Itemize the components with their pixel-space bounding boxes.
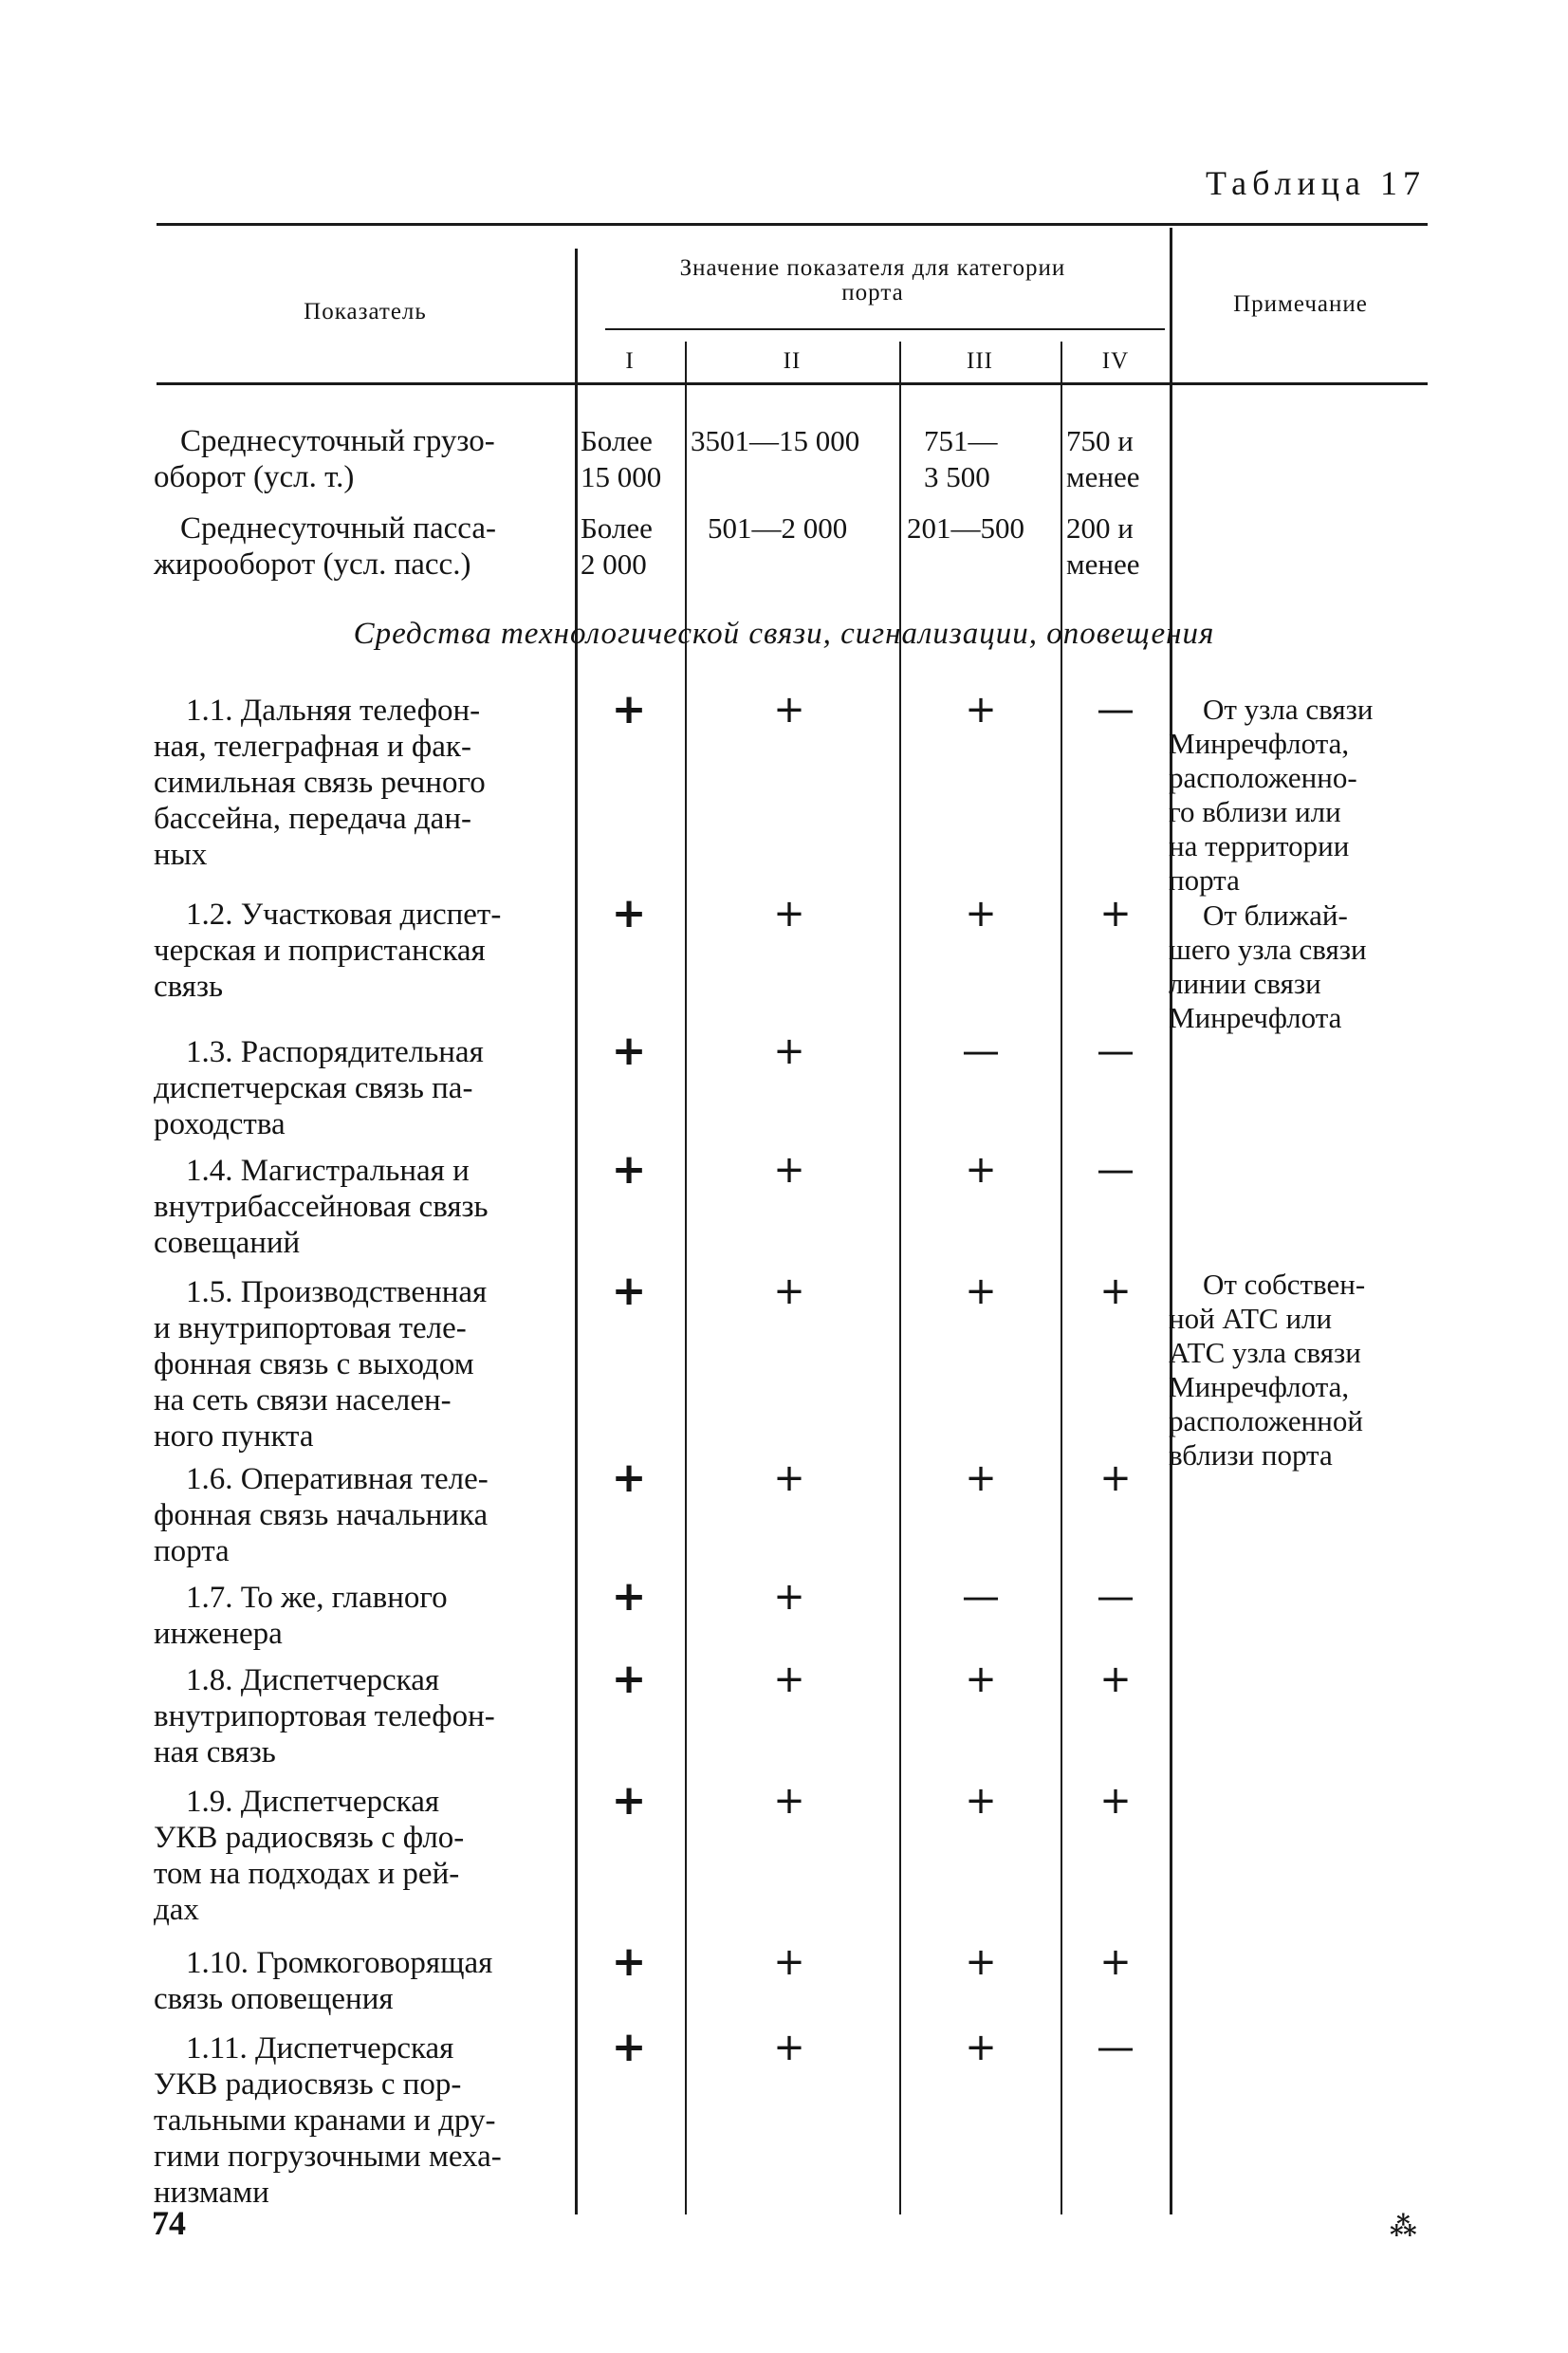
indicator-passenger-line2: жирооборот (усл. пасс.) bbox=[154, 547, 471, 582]
row-text-line: совещаний bbox=[154, 1226, 301, 1260]
column-divider-indicator bbox=[575, 249, 578, 2214]
row-mark: + bbox=[773, 1658, 805, 1701]
header-bottom-rule bbox=[157, 382, 1428, 385]
row-mark: + bbox=[965, 1940, 997, 1984]
row-text-line: 1.6. Оперативная теле- bbox=[186, 1462, 489, 1496]
row-mark: + bbox=[611, 685, 647, 733]
header-note: Примечание bbox=[1233, 291, 1368, 317]
row-text-line: порта bbox=[154, 1534, 230, 1568]
row-mark: + bbox=[611, 1776, 647, 1825]
row-text-line: симильная связь речного bbox=[154, 766, 486, 800]
row-mark: + bbox=[965, 688, 997, 732]
row-text-line: и внутрипортовая теле- bbox=[154, 1311, 467, 1345]
row-mark: + bbox=[773, 1029, 805, 1073]
cargo-cat1-line2: 15 000 bbox=[581, 460, 662, 493]
passenger-cat3: 201—500 bbox=[907, 511, 1024, 545]
row-mark: + bbox=[1099, 892, 1132, 936]
row-mark: + bbox=[611, 1027, 647, 1075]
row-mark: + bbox=[773, 1940, 805, 1984]
cargo-cat3-line1: 751— bbox=[924, 424, 998, 457]
row-text-line: связь оповещения bbox=[154, 1982, 394, 2016]
indicator-cargo-line2: оборот (усл. т.) bbox=[154, 460, 355, 494]
row-text-line: 1.7. То же, главного bbox=[186, 1581, 448, 1615]
row-text-line: 1.1. Дальняя телефон- bbox=[186, 694, 481, 728]
row-mark: — bbox=[1097, 1148, 1134, 1192]
row-text-line: ных bbox=[154, 838, 208, 872]
row-text-line: фонная связь с выходом bbox=[154, 1347, 474, 1381]
row-mark: + bbox=[965, 1269, 997, 1313]
row-mark: + bbox=[773, 892, 805, 936]
row-text-line: низмами bbox=[154, 2176, 269, 2210]
passenger-cat4-line1: 200 и bbox=[1066, 511, 1134, 545]
row-text-line: на сеть связи населен- bbox=[154, 1383, 452, 1417]
row-mark: + bbox=[1099, 1779, 1132, 1823]
row-mark: + bbox=[611, 2023, 647, 2071]
row-text-line: УКВ радиосвязь с пор- bbox=[154, 2067, 462, 2102]
indicator-cargo-line1: Среднесуточный грузо- bbox=[180, 424, 495, 458]
section-title: Средства технологической связи, сигнализации, оповещения bbox=[353, 617, 1215, 651]
row-mark: — bbox=[1097, 2026, 1134, 2069]
row-text-line: связь bbox=[154, 970, 224, 1004]
row-mark: — bbox=[1097, 688, 1134, 732]
row-text-line: внутрибассейновая связь bbox=[154, 1190, 489, 1224]
column-divider-note bbox=[1170, 228, 1172, 2214]
table-caption: Таблица 17 bbox=[1206, 164, 1426, 202]
row-text-line: фонная связь начальника bbox=[154, 1498, 489, 1532]
row-text-line: диспетчерская связь па- bbox=[154, 1071, 473, 1105]
row-mark: + bbox=[611, 1454, 647, 1502]
passenger-cat2: 501—2 000 bbox=[708, 511, 848, 545]
note-1: От узла связи Минречфлота, расположенно- го вблизи или на территории порта bbox=[1169, 693, 1374, 897]
row-text-line: 1.10. Громкоговорящая bbox=[186, 1946, 493, 1980]
row-mark: + bbox=[611, 1655, 647, 1703]
row-text-line: тальными кранами и дру- bbox=[154, 2103, 496, 2138]
category-header-rule bbox=[605, 328, 1165, 330]
row-mark: + bbox=[773, 1456, 805, 1500]
row-text-line: дах bbox=[154, 1893, 199, 1927]
row-mark: + bbox=[965, 1658, 997, 1701]
row-mark: + bbox=[1099, 1658, 1132, 1701]
header-category-2: II bbox=[783, 348, 802, 374]
row-mark: + bbox=[611, 1145, 647, 1194]
cargo-cat3-line2: 3 500 bbox=[924, 460, 990, 493]
print-mark-icon: ⁂ bbox=[1390, 2213, 1417, 2242]
header-value-line2: порта bbox=[841, 280, 904, 306]
row-text-line: том на подходах и рей- bbox=[154, 1857, 460, 1891]
table-top-rule bbox=[157, 223, 1428, 226]
row-mark: + bbox=[1099, 1456, 1132, 1500]
row-mark: + bbox=[611, 1937, 647, 1986]
cargo-cat4-line2: менее bbox=[1066, 460, 1140, 493]
row-mark: + bbox=[611, 1572, 647, 1621]
row-text-line: 1.3. Распорядительная bbox=[186, 1035, 484, 1069]
row-mark: + bbox=[965, 2026, 997, 2069]
row-text-line: ная, телеграфная и фак- bbox=[154, 730, 471, 764]
row-text-line: 1.8. Диспетчерская bbox=[186, 1663, 440, 1697]
passenger-cat1-line2: 2 000 bbox=[581, 547, 647, 581]
row-mark: + bbox=[965, 1148, 997, 1192]
row-mark: + bbox=[965, 1779, 997, 1823]
row-text-line: черская и попристанская bbox=[154, 934, 486, 968]
row-text-line: ная связь bbox=[154, 1735, 276, 1769]
row-text-line: 1.4. Магистральная и bbox=[186, 1154, 470, 1188]
header-category-1: I bbox=[625, 348, 635, 374]
row-text-line: гими погрузочными меха- bbox=[154, 2140, 502, 2174]
header-category-4: IV bbox=[1101, 348, 1130, 374]
row-mark: + bbox=[611, 1267, 647, 1315]
row-mark: — bbox=[962, 1029, 1000, 1073]
row-text-line: 1.5. Производственная bbox=[186, 1275, 488, 1309]
note-2: От ближай- шего узла связи линии связи Минречфлота bbox=[1169, 899, 1367, 1034]
header-value-line1: Значение показателя для категории bbox=[679, 255, 1066, 281]
header-indicator: Показатель bbox=[304, 299, 427, 324]
cargo-cat4-line1: 750 и bbox=[1066, 424, 1134, 457]
row-mark: — bbox=[962, 1575, 1000, 1619]
row-mark: + bbox=[1099, 1940, 1132, 1984]
row-text-line: 1.11. Диспетчерская bbox=[186, 2031, 454, 2066]
row-text-line: роходства bbox=[154, 1107, 286, 1141]
note-3: От собствен- ной АТС или АТС узла связи Минречфлота, расположенной вблизи порта bbox=[1169, 1268, 1366, 1472]
row-text-line: УКВ радиосвязь с фло- bbox=[154, 1821, 465, 1855]
header-category-3: III bbox=[967, 348, 993, 374]
row-mark: — bbox=[1097, 1575, 1134, 1619]
row-mark: + bbox=[773, 1148, 805, 1192]
row-text-line: бассейна, передача дан- bbox=[154, 802, 471, 836]
row-mark: — bbox=[1097, 1029, 1134, 1073]
row-text-line: инженера bbox=[154, 1617, 283, 1651]
cargo-cat1-line1: Более bbox=[581, 424, 653, 457]
passenger-cat1-line1: Более bbox=[581, 511, 653, 545]
row-mark: + bbox=[965, 1456, 997, 1500]
page-number: 74 bbox=[152, 2204, 186, 2242]
row-mark: + bbox=[1099, 1269, 1132, 1313]
row-text-line: ного пункта bbox=[154, 1419, 314, 1454]
row-mark: + bbox=[773, 688, 805, 732]
row-mark: + bbox=[773, 1779, 805, 1823]
passenger-cat4-line2: менее bbox=[1066, 547, 1140, 581]
indicator-passenger-line1: Среднесуточный пасса- bbox=[180, 511, 496, 546]
row-mark: + bbox=[965, 892, 997, 936]
row-text-line: внутрипортовая телефон- bbox=[154, 1699, 495, 1733]
row-text-line: 1.2. Участковая диспет- bbox=[186, 898, 502, 932]
row-mark: + bbox=[773, 2026, 805, 2069]
row-mark: + bbox=[773, 1269, 805, 1313]
cargo-cat2: 3501—15 000 bbox=[691, 424, 860, 457]
row-mark: + bbox=[611, 889, 647, 937]
row-text-line: 1.9. Диспетчерская bbox=[186, 1785, 440, 1819]
row-mark: + bbox=[773, 1575, 805, 1619]
